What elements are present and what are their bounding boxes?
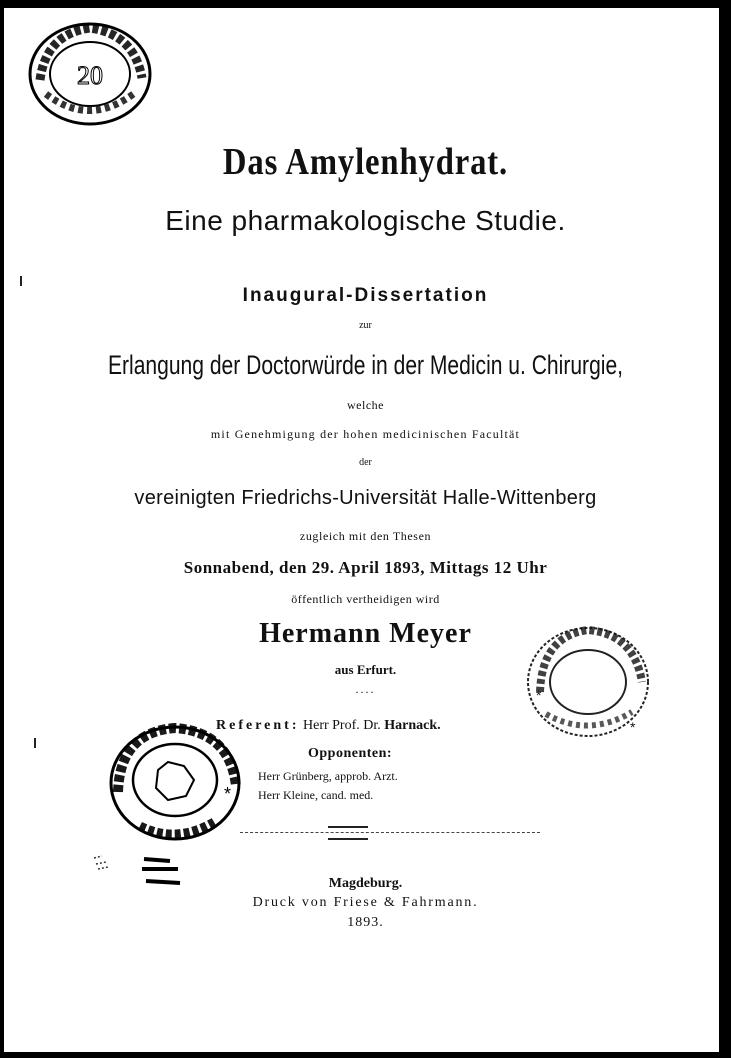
author-name: Hermann Meyer (259, 618, 472, 649)
stamp-number: 20 (77, 61, 103, 90)
scan-border-bottom (0, 1052, 731, 1058)
text-welche: welche (347, 398, 384, 412)
library-stamp-top-left (26, 20, 154, 128)
theses-line: zugleich mit den Thesen (299, 529, 432, 543)
degree-line: Erlangung der Doctorwürde in der Medicin u. Chirurgie, (107, 350, 624, 380)
separator-dots: .... (355, 682, 376, 696)
defense-date: Sonnabend, den 29. April 1893, Mittags 12 Uhr (183, 558, 548, 577)
faculty-line: mit Genehmigung der hohen medicinischen Facultät (210, 427, 521, 441)
defense-line: öffentlich vertheidigen wird (291, 592, 440, 606)
ink-smudge (92, 852, 118, 872)
referent-surname: Harnack. (384, 718, 441, 733)
imprint-place: Magdeburg. (328, 876, 403, 891)
imprint-year: 1893. (347, 915, 384, 930)
referent-line (216, 718, 441, 734)
dissertation-heading: Inaugural-Dissertation (242, 285, 489, 306)
opponent-2: Herr Kleine, cand. med. (258, 788, 374, 802)
opponent-1: Herr Grünberg, approb. Arzt. (258, 769, 398, 783)
author-origin: aus Erfurt. (334, 662, 397, 677)
referent-label: Referent: (216, 718, 300, 733)
document-subtitle: Eine pharmakologische Studie. (165, 205, 566, 236)
scan-border-top (0, 0, 731, 8)
text-der: der (359, 457, 372, 468)
document-title: Das Amylenhydrat. (222, 141, 509, 183)
biblioteca-stamp-bottom-left (106, 722, 244, 844)
svg-text:*: * (224, 784, 232, 804)
university-line: vereinigten Friedrichs-Universität Halle-Wittenberg (134, 487, 597, 509)
scan-mark (34, 738, 36, 748)
imprint-printer: Druck von Friese & Fahrmann. (252, 895, 479, 910)
opponents-heading: Opponenten: (308, 746, 393, 761)
svg-text:*: * (630, 719, 636, 735)
divider-ornament (328, 826, 368, 840)
text-zur: zur (359, 320, 372, 331)
svg-text:*: * (536, 687, 542, 703)
referent-title: Herr Prof. Dr. (303, 718, 381, 733)
divider-rule (240, 832, 540, 833)
